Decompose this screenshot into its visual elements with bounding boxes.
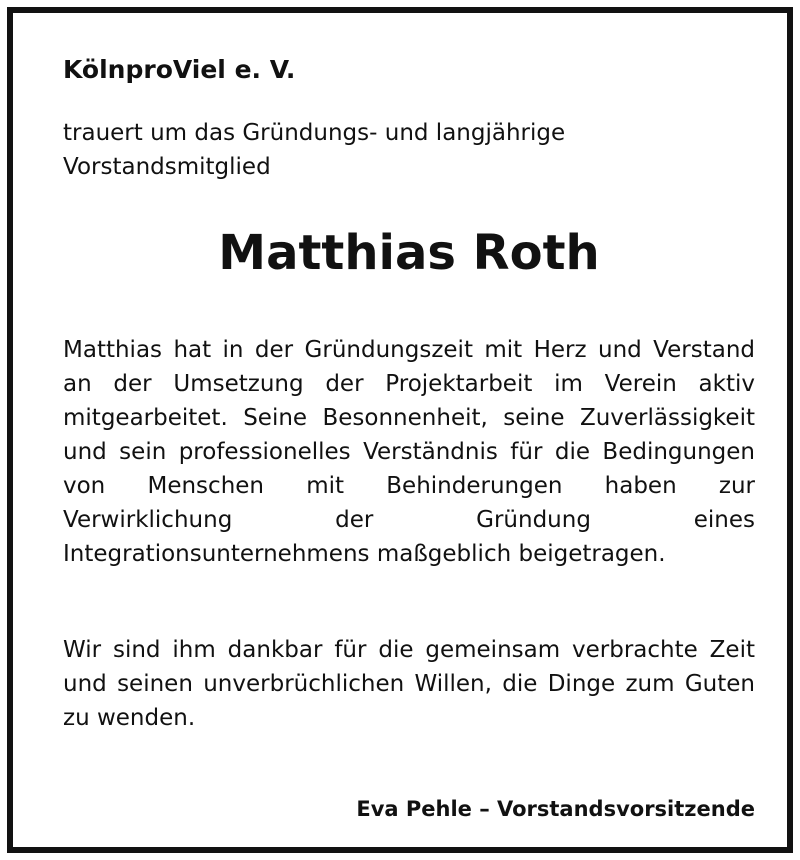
- intro-text: trauert um das Gründungs- und langjährige Vorstandsmitglied: [63, 120, 566, 180]
- signature: Eva Pehle – Vorstandsvorsitzende: [356, 797, 755, 821]
- paragraph-tribute: Matthias hat in der Gründungszeit mit Herz und Verstand an der Umsetzung der Projektarbeit im Verein aktiv mitgearbeitet. Seine Besonnenheit, seine Zuverlässigkeit und sein professionelles Verständnis für die Bedingungen von Menschen mit Behinderungen haben zur Verwirklichung der Gründung eines Integrationsunternehmens maßgeblich beigetragen.: [63, 337, 755, 567]
- deceased-name: Matthias Roth: [218, 225, 600, 281]
- paragraph-gratitude: Wir sind ihm dankbar für die gemeinsam verbrachte Zeit und seinen unverbrüchlichen Willen, die Dinge zum Guten zu wenden.: [63, 637, 755, 731]
- organization-name: KölnproViel e. V.: [63, 55, 296, 84]
- obituary-notice: [7, 7, 793, 853]
